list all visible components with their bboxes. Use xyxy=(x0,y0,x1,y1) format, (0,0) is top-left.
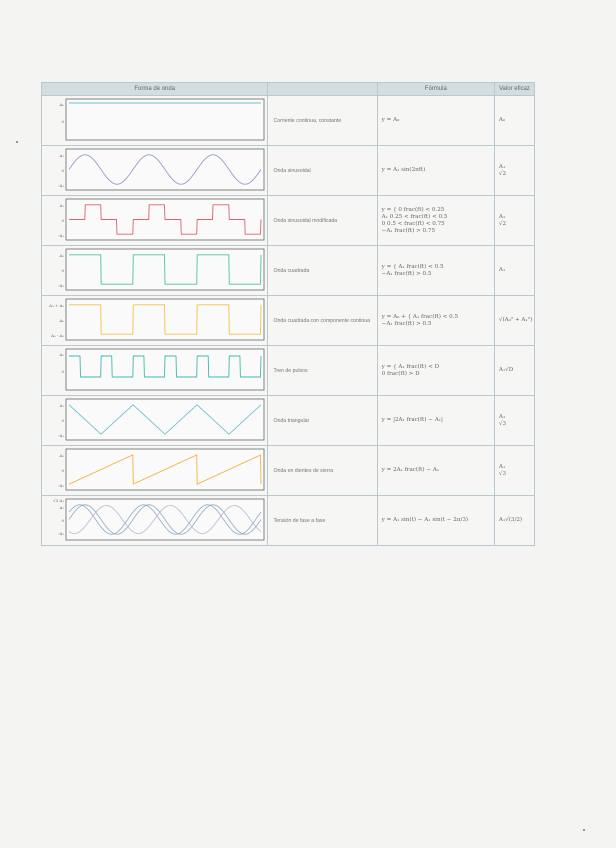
waveform-plot xyxy=(42,346,268,395)
formula-cell xyxy=(377,446,494,496)
rms-cell xyxy=(494,446,534,496)
y-axis-label: 0 xyxy=(61,418,64,423)
y-axis-label: A₁ xyxy=(59,253,64,258)
waveform-name: Corriente continua, constante xyxy=(273,117,342,124)
waveform-plot xyxy=(42,96,268,145)
waveform-plot xyxy=(42,246,268,295)
waveform-formula: y = { 0 frac(ft) < 0.25 A₁ 0.25 < frac(ft) < 0.5 0 0.5 < frac(ft) < 0.75 −A₁ frac(ft) > 0.75 xyxy=(381,206,448,234)
y-axis-label: -A₁ xyxy=(58,233,64,238)
header-row xyxy=(42,83,535,96)
waveform-svg xyxy=(42,496,268,545)
rms-cell xyxy=(494,146,534,196)
waveform-plot xyxy=(42,446,268,495)
waveform-formula: y = A₀ xyxy=(381,117,400,123)
waveform-svg xyxy=(42,146,268,195)
y-axis-label: A₁ xyxy=(59,203,64,208)
y-axis-label: √3 A₁ xyxy=(53,498,64,503)
waveform-svg xyxy=(42,196,268,245)
waveform-table xyxy=(41,82,535,546)
waveform-svg xyxy=(42,96,268,145)
waveform-name: Tensión de fase a fase xyxy=(273,517,326,524)
rms-value: A₁ √2 xyxy=(498,163,507,177)
y-axis-label: 0 xyxy=(61,268,64,273)
name-cell xyxy=(268,446,377,496)
name-cell xyxy=(268,346,377,396)
name-cell xyxy=(268,146,377,196)
y-axis-label: -A₁ xyxy=(58,531,64,536)
waveform-name: Onda cuadrada xyxy=(273,267,310,274)
waveform-name: Onda sinusoidal modificada xyxy=(273,217,338,224)
y-axis-label: A₁ xyxy=(59,153,64,158)
waveform-cell xyxy=(42,396,268,446)
waveform-cell xyxy=(42,296,268,346)
waveform-cell xyxy=(42,246,268,296)
waveform-svg xyxy=(42,396,268,445)
rms-value: √(A₀² + A₁²) xyxy=(498,317,533,323)
waveform-name: Onda cuadrada con componente continua xyxy=(273,317,371,324)
y-axis-label: 0 xyxy=(61,218,64,223)
table-row xyxy=(42,346,535,396)
y-axis-label: 0 xyxy=(61,119,64,124)
formula-cell xyxy=(377,96,494,146)
name-cell xyxy=(268,496,377,546)
waveform-svg xyxy=(42,346,268,395)
waveform-plot xyxy=(42,146,268,195)
y-axis-label: 0 xyxy=(61,468,64,473)
y-axis-label: 0 xyxy=(61,369,64,374)
scan-speck xyxy=(583,829,585,831)
table-row xyxy=(42,146,535,196)
table-row xyxy=(42,446,535,496)
y-axis-label: -A₁ xyxy=(58,283,64,288)
waveform-formula: y = |2A₁ frac(ft) − A₁| xyxy=(381,417,443,423)
table-row xyxy=(42,396,535,446)
table-row xyxy=(42,96,535,146)
table-row xyxy=(42,296,535,346)
y-axis-label: A₀ + A₁ xyxy=(49,303,64,308)
formula-cell xyxy=(377,246,494,296)
waveform-cell xyxy=(42,496,268,546)
plot-frame xyxy=(66,99,264,140)
y-axis-label: 0 xyxy=(61,518,64,523)
waveform-formula: y = 2A₁ frac(ft) − A₁ xyxy=(381,467,440,473)
waveform-cell xyxy=(42,146,268,196)
y-axis-label: A₁ xyxy=(59,403,64,408)
rms-cell xyxy=(494,246,534,296)
rms-value: A₁ √3 xyxy=(498,413,507,427)
waveform-cell xyxy=(42,196,268,246)
waveform-svg xyxy=(42,446,268,495)
waveform-cell xyxy=(42,446,268,496)
rms-value: A₀ xyxy=(498,117,506,123)
table-body xyxy=(42,96,535,546)
header-rms: Valor eficaz xyxy=(494,83,534,96)
name-cell xyxy=(268,246,377,296)
header-graph: Forma de onda xyxy=(42,83,268,96)
formula-cell xyxy=(377,346,494,396)
rms-cell xyxy=(494,96,534,146)
rms-cell xyxy=(494,396,534,446)
y-axis-label: -A₁ xyxy=(58,183,64,188)
waveform-svg xyxy=(42,246,268,295)
rms-value: A₁ xyxy=(498,267,506,273)
header-name xyxy=(268,83,377,96)
waveform-svg xyxy=(42,296,268,345)
waveform-name: Onda sinusoidal xyxy=(273,167,311,174)
waveform-plot xyxy=(42,396,268,445)
waveform-formula: y = A₁ sin(t) − A₁ sin(t − 2π/3) xyxy=(381,517,469,523)
y-axis-label: A₁ xyxy=(59,453,64,458)
header-formula: Fórmula xyxy=(377,83,494,96)
waveform-formula: y = A₁ sin(2πft) xyxy=(381,167,426,173)
waveform-name: Onda triangular xyxy=(273,417,310,424)
rms-value: A₁√D xyxy=(498,367,514,373)
y-axis-label: -A₁ xyxy=(58,433,64,438)
waveform-formula: y = A₀ + { A₁ frac(ft) < 0.5 −A₁ frac(ft) > 0.5 xyxy=(381,313,459,327)
rms-cell xyxy=(494,196,534,246)
y-axis-label: A₀ xyxy=(59,102,64,107)
waveform-cell xyxy=(42,96,268,146)
name-cell xyxy=(268,196,377,246)
table-row xyxy=(42,496,535,546)
rms-value: A₁ √3 xyxy=(498,463,507,477)
formula-cell xyxy=(377,296,494,346)
waveform-plot xyxy=(42,496,268,545)
y-axis-label: -A₁ xyxy=(58,483,64,488)
name-cell xyxy=(268,96,377,146)
rms-value: A₁ √2 xyxy=(498,213,507,227)
y-axis-label: A₀ - A₁ xyxy=(51,333,64,338)
y-axis-label: A₁ xyxy=(59,352,64,357)
waveform-name: Tren de pulsos xyxy=(273,367,308,374)
formula-cell xyxy=(377,496,494,546)
table-row xyxy=(42,196,535,246)
rms-cell xyxy=(494,296,534,346)
formula-cell xyxy=(377,396,494,446)
waveform-formula: y = { A₁ frac(ft) < D 0 frac(ft) > D xyxy=(381,363,440,377)
y-axis-label: A₀ xyxy=(59,318,64,323)
waveform-plot xyxy=(42,196,268,245)
waveform-name: Onda en dientes de sierra xyxy=(273,467,334,474)
formula-cell xyxy=(377,196,494,246)
waveform-formula: y = { A₁ frac(ft) < 0.5 −A₁ frac(ft) > 0.5 xyxy=(381,263,444,277)
rms-cell xyxy=(494,346,534,396)
rms-value: A₁√(3/2) xyxy=(498,517,523,523)
y-axis-label: 0 xyxy=(61,168,64,173)
name-cell xyxy=(268,296,377,346)
scan-speck xyxy=(16,141,18,143)
waveform-cell xyxy=(42,346,268,396)
waveform-plot xyxy=(42,296,268,345)
formula-cell xyxy=(377,146,494,196)
rms-cell xyxy=(494,496,534,546)
name-cell xyxy=(268,396,377,446)
y-axis-label: A₁ xyxy=(59,505,64,510)
table-row xyxy=(42,246,535,296)
